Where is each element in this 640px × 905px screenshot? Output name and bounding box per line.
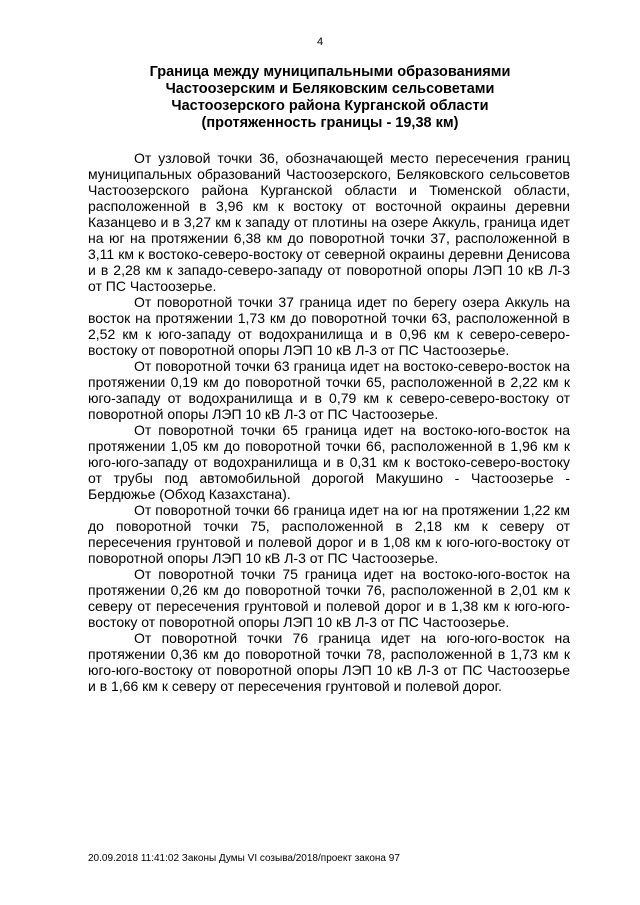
title-line-3: Частоозерского района Курганской области xyxy=(171,98,489,114)
page-number: 4 xyxy=(316,36,324,48)
title-line-4: (протяженность границы - 19,38 км) xyxy=(201,115,459,131)
paragraph: От узловой точки 36, обозначающей место пересечения границ муниципальных образований Частоозерского, Беляковского сельсоветов Частоозерского района Курганской области и Тюменской области, расположенной в 3,96 км к востоку от восточной окраины деревни Казанцево и в 3,27 км к западу от плотины на озере Аккуль, граница идет на юг на протяжении 6,38 км до поворотной точки 37, расположенной в 3,11 км к востоко-северо-востоку от северной окраины деревни Денисова и в 2,28 км к западо-северо-западу от поворотной опоры ЛЭП 10 кВ Л-3 от ПС Частоозерье. xyxy=(88,150,570,294)
document-footer: 20.09.2018 11:41:02 Законы Думы VI созыва/2018/проект закона 97 xyxy=(88,853,400,864)
document-title xyxy=(90,64,570,132)
paragraph: От поворотной точки 75 граница идет на востоко-юго-восток на протяжении 0,26 км до поворотной точки 76, расположенной в 2,01 км к северу от пересечения грунтовой и полевой дорог и в 1,38 км к юго-юго-востоку от поворотной опоры ЛЭП 10 кВ Л-3 от ПС Частоозерье. xyxy=(88,566,570,630)
title-line-1: Граница между муниципальными образованиями xyxy=(149,64,511,80)
paragraph: От поворотной точки 65 граница идет на востоко-юго-восток на протяжении 1,05 км до поворотной точки 66, расположенной в 1,96 км к юго-юго-западу от водохранилища и в 0,31 км к востоко-северо-востоку от трубы под автомобильной дорогой Макушино - Частоозерье - Бердюжье (Обход Казахстана). xyxy=(88,422,570,502)
document-body xyxy=(88,150,570,694)
paragraph: От поворотной точки 76 граница идет на юго-юго-восток на протяжении 0,36 км до поворотной точки 78, расположенной в 1,73 км к юго-юго-востоку от поворотной опоры ЛЭП 10 кВ Л-3 от ПС Частоозерье и в 1,66 км к северу от пересечения грунтовой и полевой дорог. xyxy=(88,630,570,694)
paragraph: От поворотной точки 66 граница идет на юг на протяжении 1,22 км до поворотной точки 75, расположенной в 2,18 км к северу от пересечения грунтовой и полевой дорог и в 1,08 км к юго-юго-востоку от поворотной опоры ЛЭП 10 кВ Л-3 от ПС Частоозерье. xyxy=(88,502,570,566)
title-line-2: Частоозерским и Беляковским сельсоветами xyxy=(165,81,495,97)
paragraph: От поворотной точки 37 граница идет по берегу озера Аккуль на восток на протяжении 1,73 км до поворотной точки 63, расположенной в 2,52 км к юго-западу от водохранилища и в 0,96 км к северо-северо-востоку от поворотной опоры ЛЭП 10 кВ Л-3 от ПС Частоозерье. xyxy=(88,294,570,358)
paragraph: От поворотной точки 63 граница идет на востоко-северо-восток на протяжении 0,19 км до поворотной точки 65, расположенной в 2,22 км к юго-западу от водохранилища и в 0,79 км к северо-северо-востоку от поворотной опоры ЛЭП 10 кВ Л-3 от ПС Частоозерье. xyxy=(88,358,570,422)
